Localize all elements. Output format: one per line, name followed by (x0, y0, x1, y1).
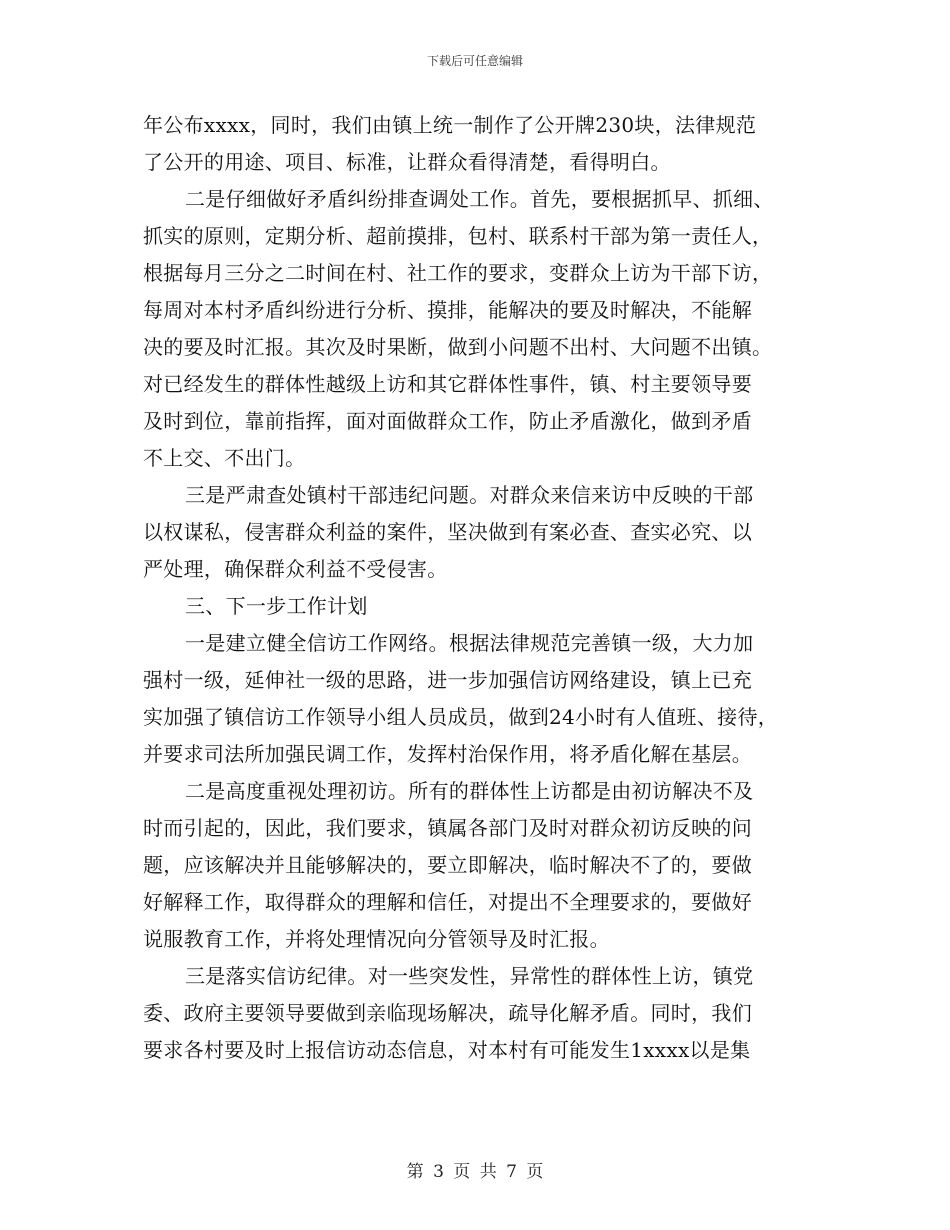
text-line: 好解释工作，取得群众的理解和信任，对提出不全理要求的，要做好 (143, 890, 752, 914)
text-line: 以权谋私，侵害群众利益的案件，坚决做到有案必查、查实必究、以 (143, 520, 752, 544)
text-line: 了公开的用途、项目、标准，让群众看得清楚，看得明白。 (143, 150, 671, 174)
text-line: 实加强了镇信访工作领导小组人员成员，做到24小时有人值班、接待， (143, 705, 779, 729)
text-line: 委、政府主要领导要做到亲临现场解决，疏导化解矛盾。同时，我们 (143, 1001, 752, 1025)
section-heading: 三、下一步工作计划 (185, 594, 368, 618)
paragraph-start-line: 二是高度重视处理初访。所有的群体性上访都是由初访解决不及 (185, 779, 754, 803)
document-body (143, 107, 811, 1069)
text-line: 对已经发生的群体性越级上访和其它群体性事件，镇、村主要领导要 (143, 372, 752, 396)
text-line: 时而引起的，因此，我们要求，镇属各部门及时对群众初访反映的问 (143, 816, 752, 840)
paragraph-start-line: 一是建立健全信访工作网络。根据法律规范完善镇一级，大力加 (185, 631, 754, 655)
text-line: 题，应该解决并且能够解决的，要立即解决，临时解决不了的，要做 (143, 853, 752, 877)
text-line: 及时到位，靠前指挥，面对面做群众工作，防止矛盾激化，做到矛盾 (143, 409, 752, 433)
paragraph-start-line: 二是仔细做好矛盾纠纷排查调处工作。首先，要根据抓早、抓细、 (185, 187, 774, 211)
text-line: 并要求司法所加强民调工作，发挥村治保作用，将矛盾化解在基层。 (143, 742, 752, 766)
page-header: 下载后可任意编辑 (426, 54, 523, 68)
text-line: 严处理，确保群众利益不受侵害。 (143, 557, 448, 581)
text-line: 决的要及时汇报。其次及时果断，做到小问题不出村、大问题不出镇。 (143, 335, 773, 359)
text-line: 每周对本村矛盾纠纷进行分析、摸排，能解决的要及时解决，不能解 (143, 298, 752, 322)
text-line: 抓实的原则，定期分析、超前摸排，包村、联系村干部为第一责任人， (143, 224, 773, 248)
paragraph-start-line: 三是严肃查处镇村干部违纪问题。对群众来信来访中反映的干部 (185, 483, 754, 507)
text-line: 不上交、不出门。 (143, 446, 306, 470)
paragraph-start-line: 三是落实信访纪律。对一些突发性，异常性的群体性上访，镇党 (185, 964, 754, 988)
text-line: 强村一级，延伸社一级的思路，进一步加强信访网络建设，镇上已充 (143, 668, 752, 692)
text-line: 说服教育工作，并将处理情况向分管领导及时汇报。 (143, 927, 610, 951)
text-line: 要求各村要及时上报信访动态信息，对本村有可能发生1xxxx以是集 (143, 1038, 751, 1062)
page-number-footer: 第 3 页 共 7 页 (406, 1162, 544, 1182)
text-line: 年公布xxxx，同时，我们由镇上统一制作了公开牌230块，法律规范 (143, 113, 757, 137)
text-line: 根据每月三分之二时间在村、社工作的要求，变群众上访为干部下访， (143, 261, 773, 285)
